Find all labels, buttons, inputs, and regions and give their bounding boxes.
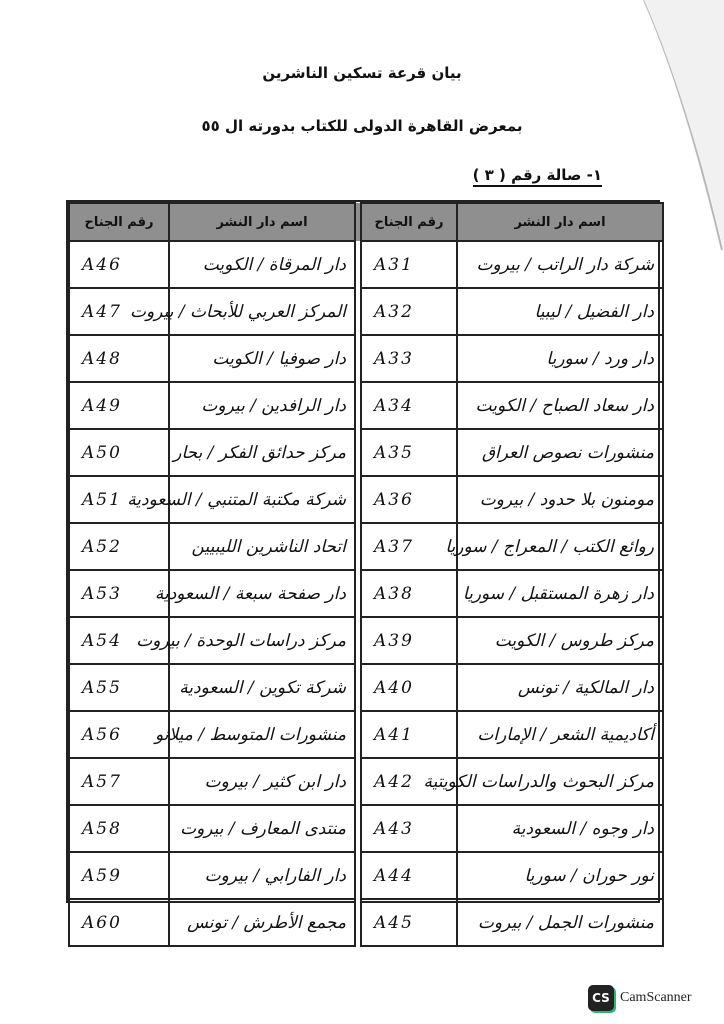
left-booth-cell: A55	[69, 664, 169, 711]
left-publisher-cell: دار ابن كثير / بيروت	[169, 758, 355, 805]
right-booth-cell: A32	[361, 288, 457, 335]
table-row	[69, 476, 663, 523]
left-publisher-cell: دار الفارابي / بيروت	[169, 852, 355, 899]
right-booth-cell: A44	[361, 852, 457, 899]
left-publisher-cell: دار الرافدين / بيروت	[169, 382, 355, 429]
table-row	[69, 335, 663, 382]
table-row	[69, 711, 663, 758]
left-publisher-cell: شركة مكتبة المتنبي / السعودية	[169, 476, 355, 523]
camscanner-watermark	[588, 985, 692, 1011]
table-row	[69, 899, 663, 946]
right-booth-cell: A45	[361, 899, 457, 946]
table-row	[69, 805, 663, 852]
right-booth-cell: A41	[361, 711, 457, 758]
table-row	[69, 758, 663, 805]
right-publisher-cell: أكاديمية الشعر / الإمارات	[457, 711, 663, 758]
right-booth-cell: A37	[361, 523, 457, 570]
right-publisher-cell: نور حوران / سوريا	[457, 852, 663, 899]
left-publisher-cell: دار المرقاة / الكويت	[169, 241, 355, 288]
table-row	[69, 523, 663, 570]
left-publisher-cell: المركز العربي للأبحاث / بيروت	[169, 288, 355, 335]
right-booth-cell: A43	[361, 805, 457, 852]
table-row	[69, 617, 663, 664]
camscanner-logo-icon: CS	[588, 985, 614, 1011]
left-booth-cell: A52	[69, 523, 169, 570]
booth-allocation-table	[66, 200, 660, 933]
header-booth-right: رقم الجناح	[361, 203, 457, 241]
left-booth-cell: A53	[69, 570, 169, 617]
document-title: بيان قرعة تسكين الناشرين	[262, 64, 462, 82]
header-booth-left: رقم الجناح	[69, 203, 169, 241]
hall-label: ١- صالة رقم ( ٣ )	[473, 166, 602, 187]
left-publisher-cell: اتحاد الناشرين الليبيين	[169, 523, 355, 570]
right-booth-cell: A38	[361, 570, 457, 617]
left-publisher-cell: منتدى المعارف / بيروت	[169, 805, 355, 852]
table-row	[69, 241, 663, 288]
table-row	[69, 664, 663, 711]
right-publisher-cell: دار المالكية / تونس	[457, 664, 663, 711]
left-booth-cell: A57	[69, 758, 169, 805]
left-booth-cell: A47	[69, 288, 169, 335]
left-publisher-cell: دار صفحة سبعة / السعودية	[169, 570, 355, 617]
right-publisher-cell: دار وجوه / السعودية	[457, 805, 663, 852]
table-row	[69, 570, 663, 617]
left-booth-cell: A46	[69, 241, 169, 288]
table-row	[69, 382, 663, 429]
header-publisher-right: اسم دار النشر	[457, 203, 663, 241]
right-booth-cell: A40	[361, 664, 457, 711]
right-publisher-cell: منشورات نصوص العراق	[457, 429, 663, 476]
right-publisher-cell: روائع الكتب / المعراج / سوريا	[457, 523, 663, 570]
right-publisher-cell: دار الفضيل / ليبيا	[457, 288, 663, 335]
right-booth-cell: A36	[361, 476, 457, 523]
table-row	[69, 429, 663, 476]
right-booth-cell: A42	[361, 758, 457, 805]
right-booth-cell: A34	[361, 382, 457, 429]
right-publisher-cell: مركز طروس / الكويت	[457, 617, 663, 664]
left-booth-cell: A49	[69, 382, 169, 429]
left-publisher-cell: مركز دراسات الوحدة / بيروت	[169, 617, 355, 664]
left-booth-cell: A51	[69, 476, 169, 523]
left-booth-cell: A54	[69, 617, 169, 664]
table-row	[69, 852, 663, 899]
left-booth-cell: A56	[69, 711, 169, 758]
right-publisher-cell: مركز البحوث والدراسات الكويتية	[457, 758, 663, 805]
left-publisher-cell: منشورات المتوسط / ميلانو	[169, 711, 355, 758]
left-booth-cell: A50	[69, 429, 169, 476]
camscanner-text: CamScanner	[620, 990, 692, 1005]
table-header-row	[69, 203, 663, 241]
left-publisher-cell: مركز حدائق الفكر / بحار	[169, 429, 355, 476]
table-row	[69, 288, 663, 335]
left-booth-cell: A48	[69, 335, 169, 382]
header-publisher-left: اسم دار النشر	[169, 203, 355, 241]
right-publisher-cell: دار ورد / سوريا	[457, 335, 663, 382]
right-booth-cell: A39	[361, 617, 457, 664]
left-publisher-cell: شركة تكوين / السعودية	[169, 664, 355, 711]
left-booth-cell: A59	[69, 852, 169, 899]
left-publisher-cell: مجمع الأطرش / تونس	[169, 899, 355, 946]
document-subtitle: بمعرض القاهرة الدولى للكتاب بدورته ال ٥٥	[201, 117, 523, 135]
right-publisher-cell: دار سعاد الصباح / الكويت	[457, 382, 663, 429]
left-publisher-cell: دار صوفيا / الكويت	[169, 335, 355, 382]
right-publisher-cell: دار زهرة المستقبل / سوريا	[457, 570, 663, 617]
right-publisher-cell: مومنون بلا حدود / بيروت	[457, 476, 663, 523]
right-booth-cell: A35	[361, 429, 457, 476]
left-booth-cell: A58	[69, 805, 169, 852]
right-booth-cell: A33	[361, 335, 457, 382]
right-booth-cell: A31	[361, 241, 457, 288]
left-booth-cell: A60	[69, 899, 169, 946]
right-publisher-cell: منشورات الجمل / بيروت	[457, 899, 663, 946]
right-publisher-cell: شركة دار الراتب / بيروت	[457, 241, 663, 288]
